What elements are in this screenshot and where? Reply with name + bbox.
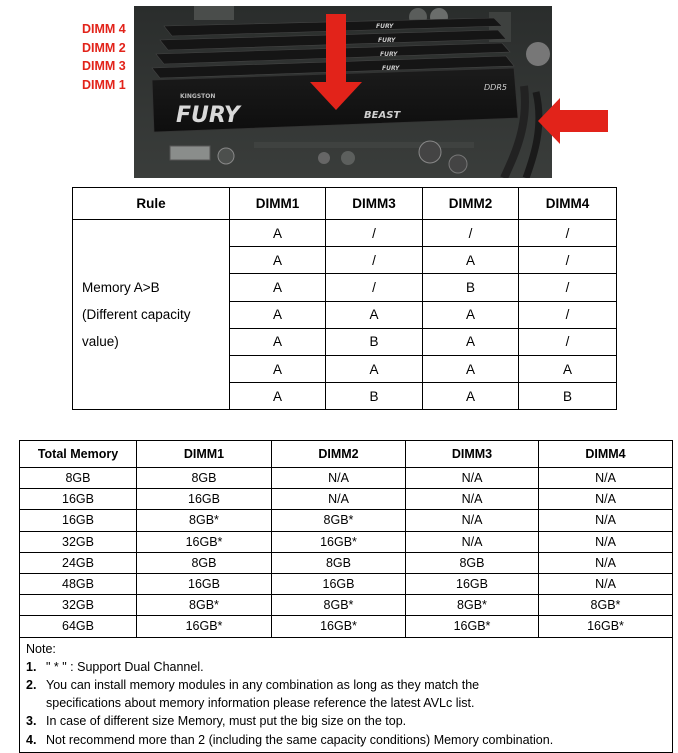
table-row: [20, 595, 673, 616]
cell: /: [423, 220, 519, 247]
cell: 8GB: [137, 552, 272, 573]
header-dimm3: DIMM3: [326, 188, 423, 220]
note-item: [26, 731, 666, 749]
cell: N/A: [539, 489, 673, 510]
cell: 16GB*: [406, 616, 539, 637]
note-title: Note:: [26, 641, 56, 656]
cell: B: [326, 328, 423, 355]
header-dimm1: DIMM1: [137, 441, 272, 468]
cell: A: [423, 301, 519, 328]
memory-rule-table: [72, 187, 617, 410]
red-left-arrow-icon: [538, 96, 608, 146]
cell: /: [326, 274, 423, 301]
table-row: [20, 489, 673, 510]
table-row: [20, 616, 673, 637]
note-item: [26, 712, 666, 730]
note-number: 2.: [26, 677, 37, 692]
dimm-slot-labels: [82, 20, 132, 95]
cell: 64GB: [20, 616, 137, 637]
cell: A: [230, 301, 326, 328]
note-text: " * " : Support Dual Channel.: [46, 659, 204, 674]
notes-cell: [20, 637, 673, 752]
cell: N/A: [539, 531, 673, 552]
cell: 8GB*: [406, 595, 539, 616]
stick-brand-label: FURY: [382, 65, 400, 72]
stick-brand-label: FURY: [378, 37, 396, 44]
cell: B: [423, 274, 519, 301]
header-dimm4: DIMM4: [539, 441, 673, 468]
cell: /: [326, 220, 423, 247]
slot-label-dimm3: DIMM 3: [82, 59, 126, 74]
note-number: 4.: [26, 732, 37, 747]
cell: N/A: [539, 510, 673, 531]
table-row: [20, 531, 673, 552]
notes-row: [20, 637, 673, 752]
stick-brand-label: FURY: [380, 51, 398, 58]
cell: 32GB: [20, 531, 137, 552]
header-dimm2: DIMM2: [272, 441, 406, 468]
cell: N/A: [406, 468, 539, 489]
slot-label-dimm4: DIMM 4: [82, 22, 126, 36]
header-dimm2: DIMM2: [423, 188, 519, 220]
cell: 32GB: [20, 595, 137, 616]
motherboard-memory-photo: [134, 6, 552, 178]
cell: 16GB: [406, 573, 539, 594]
table-row: [20, 552, 673, 573]
cell: 8GB*: [137, 510, 272, 531]
cell: A: [230, 383, 326, 410]
cell: 16GB*: [137, 616, 272, 637]
slot-label-dimm2: DIMM 2: [82, 40, 126, 55]
cell: 16GB*: [137, 531, 272, 552]
cell: A: [230, 220, 326, 247]
cell: 8GB*: [137, 595, 272, 616]
slot-label-dimm1: DIMM 1: [82, 78, 126, 93]
cell: 24GB: [20, 552, 137, 573]
header-rule: Rule: [73, 188, 230, 220]
cell: 8GB*: [272, 510, 406, 531]
cell: 8GB*: [539, 595, 673, 616]
rule-line: Memory A>B: [82, 280, 160, 296]
header-dimm3: DIMM3: [406, 441, 539, 468]
cell: N/A: [272, 468, 406, 489]
note-continuation: specifications about memory information please reference the latest AVLc list.: [46, 696, 475, 711]
cell: B: [326, 383, 423, 410]
cell: 16GB: [20, 510, 137, 531]
cell: 16GB: [272, 573, 406, 594]
cell: A: [230, 274, 326, 301]
cell: /: [519, 301, 617, 328]
memory-config-table: [19, 440, 673, 753]
header-dimm1: DIMM1: [230, 188, 326, 220]
cell: 8GB: [272, 552, 406, 573]
cell: 8GB: [20, 468, 137, 489]
cell: /: [326, 247, 423, 274]
cell: 8GB: [137, 468, 272, 489]
config-table-header: [20, 441, 673, 468]
cell: 8GB*: [272, 595, 406, 616]
cell: 16GB: [20, 489, 137, 510]
cell: 16GB*: [272, 616, 406, 637]
cell: A: [326, 301, 423, 328]
cell: /: [519, 247, 617, 274]
cell: /: [519, 220, 617, 247]
cell: A: [326, 355, 423, 382]
cell: N/A: [406, 510, 539, 531]
cell: 48GB: [20, 573, 137, 594]
cell: A: [423, 383, 519, 410]
note-text: You can install memory modules in any combination as long as they match the: [46, 677, 480, 692]
module-name-text: FURY: [176, 103, 240, 128]
cell: A: [230, 355, 326, 382]
rule-description: [73, 220, 230, 410]
cell: 16GB*: [272, 531, 406, 552]
cell: 16GB*: [539, 616, 673, 637]
cell: N/A: [272, 489, 406, 510]
cell: N/A: [406, 531, 539, 552]
stick-brand-label: FURY: [376, 23, 394, 30]
cell: N/A: [539, 573, 673, 594]
table-row: [20, 468, 673, 489]
rule-line: value): [82, 334, 119, 350]
cell: 8GB: [406, 552, 539, 573]
cell: /: [519, 274, 617, 301]
cell: N/A: [539, 552, 673, 573]
cell: A: [519, 355, 617, 382]
module-type-text: DDR5: [484, 83, 507, 92]
rule-line: (Different capacity: [82, 307, 191, 323]
rule-row: [73, 220, 617, 247]
table-row: [20, 510, 673, 531]
cell: /: [519, 328, 617, 355]
cell: 16GB: [137, 573, 272, 594]
cell: N/A: [406, 489, 539, 510]
module-brand-text: KINGSTON: [180, 93, 216, 100]
note-number: 1.: [26, 659, 37, 674]
header-total-memory: Total Memory: [20, 441, 137, 468]
note-item: [26, 676, 666, 694]
cell: A: [423, 247, 519, 274]
module-line-text: BEAST: [364, 110, 401, 121]
note-text: Not recommend more than 2 (including the same capacity conditions) Memory combination.: [46, 732, 554, 747]
cell: A: [230, 247, 326, 274]
table-row: [20, 573, 673, 594]
cell: N/A: [539, 468, 673, 489]
cell: 16GB: [137, 489, 272, 510]
cell: A: [423, 355, 519, 382]
note-item: [26, 658, 666, 676]
cell: A: [230, 328, 326, 355]
cell: A: [423, 328, 519, 355]
note-number: 3.: [26, 714, 37, 729]
header-dimm4: DIMM4: [519, 188, 617, 220]
note-text: In case of different size Memory, must put the big size on the top.: [46, 714, 407, 729]
cell: B: [519, 383, 617, 410]
rule-table-header: [73, 188, 617, 220]
